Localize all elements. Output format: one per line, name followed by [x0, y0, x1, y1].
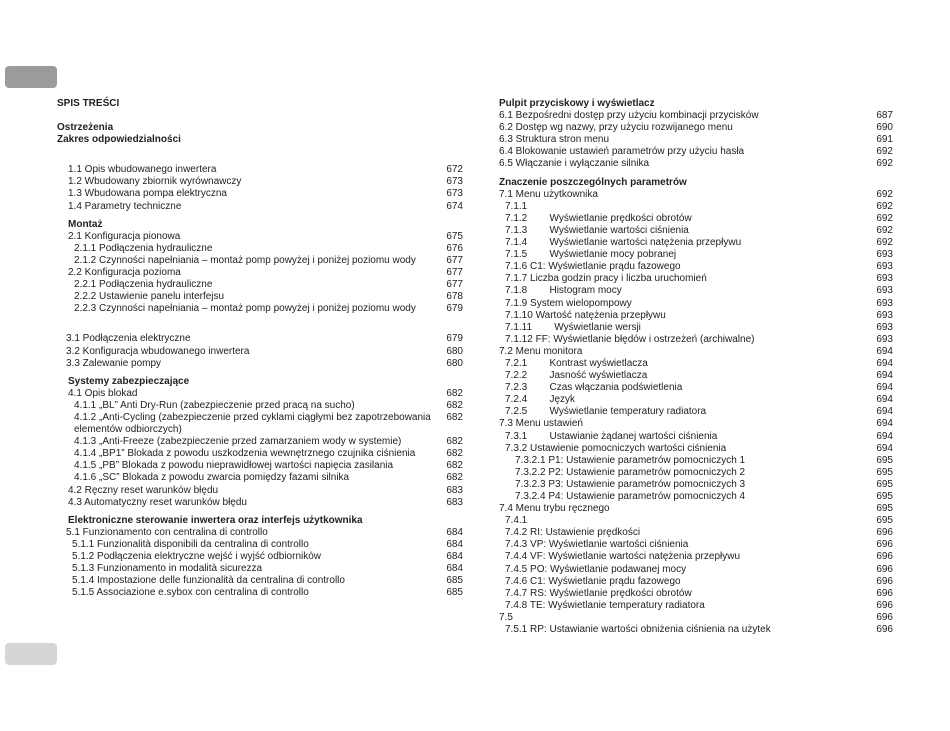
toc-entry-page: 687 — [876, 110, 893, 122]
toc-entry — [499, 455, 893, 467]
toc-entry-page: 692 — [876, 212, 893, 224]
toc-entry — [499, 158, 893, 170]
toc-entry — [68, 460, 463, 472]
toc-entry-page: 672 — [446, 164, 463, 176]
section-4-list — [57, 388, 463, 509]
toc-entry-page: 696 — [876, 551, 893, 563]
toc-entry-page: 673 — [446, 188, 463, 200]
toc-entry-title: 4.1.5 „PB” Blokada z powodu nieprawidłowej wartości napięcia zasilania — [74, 460, 394, 472]
toc-entry-page: 675 — [446, 230, 463, 242]
toc-entry-page: 682 — [446, 399, 463, 411]
toc-entry — [499, 122, 893, 134]
toc-entry — [68, 472, 463, 484]
toc-entry-page: 693 — [876, 285, 893, 297]
toc-entry-title: 3.3 Zalewanie pompy — [66, 357, 162, 369]
toc-entry-page: 682 — [446, 460, 463, 472]
toc-entry-page: 693 — [876, 249, 893, 261]
toc-entry — [66, 575, 463, 587]
toc-entry-title: 2.1.2 Czynności napełniania – montaż pomp powyżej i poniżej poziomu wody — [74, 254, 416, 266]
toc-right-column — [499, 98, 893, 636]
section-7-list — [499, 189, 893, 636]
toc-entry — [68, 291, 463, 303]
toc-entry-title: 4.1.2 „Anti-Cycling (zabezpieczenie przed cyklami ciągłymi bez zapotrzebowania elementów odbiorczych) — [74, 411, 434, 436]
toc-entry-title: 4.1 Opis blokad — [68, 387, 138, 399]
toc-entry-title: 7.4.7 RS: Wyświetlanie prędkości obrotów — [505, 587, 692, 599]
toc-entry-page: 696 — [876, 587, 893, 599]
toc-entry — [66, 527, 463, 539]
toc-entry — [68, 188, 463, 200]
toc-entry-title: 7.4.5 PO: Wyświetlanie podawanej mocy — [505, 563, 687, 575]
toc-entry-title: 1.1 Opis wbudowanego inwertera — [68, 164, 217, 176]
toc-entry-title: 4.3 Automatyczny reset warunków błędu — [68, 496, 247, 508]
toc-entry — [66, 539, 463, 551]
toc-entry — [499, 310, 893, 322]
toc-entry — [499, 334, 893, 346]
toc-entry — [68, 255, 463, 267]
toc-entry-title: 7.4 Menu trybu ręcznego — [499, 503, 610, 515]
heading-control: Elektroniczne sterowanie inwertera oraz interfejs użytkownika — [68, 514, 363, 526]
toc-entry-title: 7.5.1 RP: Ustawianie wartości obniżenia ciśnienia na użytek — [505, 624, 771, 636]
toc-entry-title: 7.3 Menu ustawień — [499, 418, 583, 430]
toc-entry-page: 694 — [876, 430, 893, 442]
toc-entry — [68, 388, 463, 400]
heading-panel: Pulpit przyciskowy i wyświetlacz — [499, 98, 655, 109]
toc-entry — [68, 231, 463, 243]
toc-entry — [499, 443, 893, 455]
toc-entry-title: 4.1.6 „SC” Blokada z powodu zwarcia pomiędzy fazami silnika — [74, 472, 350, 484]
toc-entry-title: 7.1.12 FF: Wyświetlanie błędów i ostrzeżeń (archiwalne) — [505, 333, 755, 345]
toc-entry — [66, 587, 463, 599]
toc-entry — [499, 346, 893, 358]
toc-entry-page: 690 — [876, 122, 893, 134]
toc-entry — [499, 249, 893, 261]
page-tab-top — [5, 66, 57, 88]
toc-entry-title: 7.4.1 — [505, 515, 528, 527]
heading-mounting: Montaż — [68, 218, 103, 230]
toc-entry-page: 694 — [876, 394, 893, 406]
toc-entry-page: 692 — [876, 237, 893, 249]
toc-entry — [68, 201, 463, 213]
toc-entry-title: 1.2 Wbudowany zbiornik wyrównawczy — [68, 176, 242, 188]
toc-entry-title: 1.3 Wbudowana pompa elektryczna — [68, 188, 227, 200]
toc-entry — [68, 164, 463, 176]
toc-entry-title: 7.1.7 Liczba godzin pracy i liczba uruchomień — [505, 273, 707, 285]
toc-entry-page: 692 — [876, 146, 893, 158]
toc-entry-page: 695 — [876, 478, 893, 490]
toc-entry — [499, 527, 893, 539]
toc-entry-page: 685 — [446, 575, 463, 587]
toc-entry — [68, 400, 463, 412]
toc-entry — [499, 588, 893, 600]
toc-entry-title: 5.1.3 Funzionamento in modalità sicurezza — [72, 563, 263, 575]
toc-entry-page: 677 — [446, 254, 463, 266]
toc-entry-page: 693 — [876, 273, 893, 285]
toc-entry — [66, 358, 463, 370]
toc-entry-page: 696 — [876, 527, 893, 539]
toc-entry — [499, 134, 893, 146]
toc-entry-title: 3.2 Konfiguracja wbudowanego inwertera — [66, 345, 250, 357]
toc-entry — [499, 576, 893, 588]
toc-entry-page: 695 — [876, 466, 893, 478]
toc-entry-title: 7.1.11 Wyświetlanie wersji — [505, 321, 641, 333]
toc-entry-page: 696 — [876, 563, 893, 575]
toc-entry-title: 7.2.1 Kontrast wyświetlacza — [505, 357, 648, 369]
toc-entry-title: 2.2.3 Czynności napełniania – montaż pomp powyżej i poniżej poziomu wody — [74, 303, 416, 315]
toc-entry — [66, 346, 463, 358]
toc-entry-title: 4.1.4 „BP1” Blokada z powodu uszkodzenia wewnętrznego czujnika ciśnienia — [74, 448, 416, 460]
toc-entry-title: 7.5 — [499, 611, 513, 623]
toc-entry-title: 7.2.4 Język — [505, 394, 576, 406]
toc-entry-title: 7.3.2.4 P4: Ustawienie parametrów pomocniczych 4 — [515, 491, 746, 502]
section-3-list — [57, 333, 463, 369]
toc-entry — [68, 436, 463, 448]
toc-entry-title: 7.1 Menu użytkownika — [499, 188, 598, 200]
toc-entry-title: 6.5 Włączanie i wyłączanie silnika — [499, 158, 650, 170]
toc-entry-title: 5.1.1 Funzionalità disponibili da centralina di controllo — [72, 538, 309, 550]
toc-entry-page: 680 — [446, 357, 463, 369]
toc-entry-page: 685 — [446, 587, 463, 599]
toc-entry — [499, 479, 893, 491]
toc-entry-page: 692 — [876, 224, 893, 236]
toc-entry-page: 694 — [876, 382, 893, 394]
toc-entry-page: 693 — [876, 261, 893, 273]
toc-entry-title: 4.1.3 „Anti-Freeze (zabezpieczenie przed zamarzaniem wody w systemie) — [74, 436, 402, 448]
toc-entry-title: 7.2 Menu monitora — [499, 345, 583, 357]
toc-entry-page: 674 — [446, 200, 463, 212]
toc-entry-page: 682 — [446, 436, 463, 448]
toc-entry-page: 678 — [446, 291, 463, 303]
toc-entry-page: 679 — [446, 303, 463, 315]
section-6-list — [499, 110, 893, 170]
toc-entry-page: 692 — [876, 158, 893, 170]
toc-entry-page: 696 — [876, 539, 893, 551]
toc-entry — [499, 503, 893, 515]
toc-entry — [499, 624, 893, 636]
toc-entry-title: 3.1 Podłączenia elektryczne — [66, 333, 191, 345]
toc-entry — [499, 406, 893, 418]
toc-entry — [499, 551, 893, 563]
toc-entry-title: 7.1.2 Wyświetlanie prędkości obrotów — [505, 212, 692, 224]
toc-entry-page: 684 — [446, 538, 463, 550]
toc-entry — [499, 431, 893, 443]
toc-entry-title: 2.2 Konfiguracja pozioma — [68, 267, 181, 279]
toc-entry-title: 7.1.3 Wyświetlanie wartości ciśnienia — [505, 224, 689, 236]
toc-entry-page: 696 — [876, 599, 893, 611]
toc-entry — [499, 515, 893, 527]
toc-entry-page: 679 — [446, 333, 463, 345]
toc-entry-title: 7.1.4 Wyświetlanie wartości natężenia przepływu — [505, 237, 742, 249]
toc-entry — [499, 600, 893, 612]
toc-entry-title: 7.3.2.2 P2: Ustawienie parametrów pomocniczych 2 — [515, 466, 746, 478]
toc-entry — [499, 189, 893, 201]
toc-entry — [499, 273, 893, 285]
toc-entry-page: 694 — [876, 345, 893, 357]
section-5-list — [57, 527, 463, 600]
toc-entry-page: 677 — [446, 267, 463, 279]
toc-entry-title: 6.4 Blokowanie ustawień parametrów przy użyciu hasła — [499, 146, 745, 158]
toc-entry-page: 676 — [446, 242, 463, 254]
toc-entry — [68, 267, 463, 279]
toc-entry-page: 694 — [876, 418, 893, 430]
toc-entry-title: 1.4 Parametry techniczne — [68, 200, 182, 212]
toc-entry — [499, 418, 893, 430]
toc-entry-page: 694 — [876, 442, 893, 454]
toc-entry — [68, 485, 463, 497]
toc-entry-page: 692 — [876, 200, 893, 212]
toc-entry-page: 695 — [876, 491, 893, 502]
toc-entry-title: 6.1 Bezpośredni dostęp przy użyciu kombinacji przycisków — [499, 110, 759, 122]
toc-entry-page: 694 — [876, 357, 893, 369]
toc-entry-page: 684 — [446, 563, 463, 575]
toc-entry — [499, 146, 893, 158]
toc-entry-title: 7.4.2 RI: Ustawienie prędkości — [505, 527, 641, 539]
toc-entry — [66, 551, 463, 563]
toc-entry — [68, 412, 463, 436]
toc-entry — [499, 261, 893, 273]
toc-left-column — [57, 98, 463, 599]
toc-entry — [499, 394, 893, 406]
toc-entry — [499, 225, 893, 237]
toc-entry-title: 7.4.8 TE: Wyświetlanie temperatury radiatora — [505, 599, 705, 611]
toc-entry-title: 7.3.2.3 P3: Ustawienie parametrów pomocniczych 3 — [515, 478, 746, 490]
toc-entry-title: 7.4.6 C1: Wyświetlanie prądu fazowego — [505, 575, 681, 587]
toc-entry-title: 5.1.2 Podłączenia elektryczne wejść i wyjść odbiorników — [72, 551, 322, 562]
toc-entry-page: 683 — [446, 484, 463, 496]
toc-entry — [68, 448, 463, 460]
toc-entry — [499, 467, 893, 479]
toc-entry-title: 7.2.5 Wyświetlanie temperatury radiatora — [505, 406, 707, 418]
toc-entry-page: 696 — [876, 624, 893, 636]
toc-entry-title: 7.2.2 Jasność wyświetlacza — [505, 370, 648, 382]
toc-entry-page: 684 — [446, 526, 463, 538]
toc-entry-title: 7.1.8 Histogram mocy — [505, 285, 622, 297]
toc-entry — [499, 612, 893, 624]
section-1-list — [57, 164, 463, 212]
toc-entry-page: 695 — [876, 454, 893, 466]
toc-entry-title: 4.1.1 „BL” Anti Dry-Run (zabezpieczenie przed pracą na sucho) — [74, 399, 355, 411]
toc-entry — [499, 213, 893, 225]
toc-entry-page: 682 — [446, 387, 463, 399]
heading-warnings: Ostrzeżenia — [57, 122, 114, 134]
toc-entry-page: 693 — [876, 297, 893, 309]
toc-entry-page: 695 — [876, 503, 893, 515]
toc-entry-title: 5.1.5 Associazione e.sybox con centralina di controllo — [72, 587, 309, 599]
toc-entry — [68, 279, 463, 291]
toc-entry — [66, 563, 463, 575]
toc-entry — [66, 333, 463, 345]
toc-entry-title: 2.1 Konfiguracja pionowa — [68, 230, 181, 242]
toc-entry-title: 7.4.3 VP: Wyświetlanie wartości ciśnienia — [505, 539, 689, 551]
toc-entry — [499, 382, 893, 394]
toc-title: SPIS TREŚCI — [57, 98, 120, 109]
toc-entry-title: 7.2.3 Czas włączania podświetlenia — [505, 382, 683, 394]
toc-entry — [499, 298, 893, 310]
toc-entry — [499, 285, 893, 297]
toc-entry-page: 692 — [876, 188, 893, 200]
toc-entry-title: 6.3 Struktura stron menu — [499, 134, 610, 146]
heading-parameters: Znaczenie poszczególnych parametrów — [499, 176, 687, 188]
toc-entry-title: 7.1.9 System wielopompowy — [505, 297, 632, 309]
toc-entry-page: 694 — [876, 406, 893, 418]
heading-safety: Systemy zabezpieczające — [68, 375, 190, 387]
toc-entry-page: 682 — [446, 472, 463, 484]
toc-entry-page: 696 — [876, 575, 893, 587]
section-2-list — [57, 231, 463, 316]
toc-entry — [499, 564, 893, 576]
toc-entry-page: 680 — [446, 345, 463, 357]
toc-entry — [499, 539, 893, 551]
toc-entry-title: 7.3.2 Ustawienie pomocniczych wartości ciśnienia — [505, 442, 727, 454]
toc-entry-title: 7.3.1 Ustawianie żądanej wartości ciśnienia — [505, 430, 718, 442]
page-tab-bottom — [5, 643, 57, 665]
toc-entry-page: 693 — [876, 321, 893, 333]
toc-entry — [499, 358, 893, 370]
heading-liability: Zakres odpowiedzialności — [57, 134, 181, 146]
toc-entry-page: 693 — [876, 309, 893, 321]
toc-entry — [499, 201, 893, 213]
toc-entry — [68, 497, 463, 509]
toc-entry-title: 7.3.2.1 P1: Ustawienie parametrów pomocniczych 1 — [515, 454, 746, 466]
toc-entry-title: 5.1.4 Impostazione delle funzionalità da centralina di controllo — [72, 575, 345, 587]
toc-entry — [499, 237, 893, 249]
toc-entry-page: 684 — [446, 551, 463, 562]
toc-entry-page: 673 — [446, 176, 463, 188]
toc-entry-title: 7.1.5 Wyświetlanie mocy pobranej — [505, 249, 677, 261]
toc-entry-page: 677 — [446, 279, 463, 291]
toc-entry-page: 691 — [876, 134, 893, 146]
toc-entry-title: 7.1.1 — [505, 200, 528, 212]
toc-entry — [68, 176, 463, 188]
toc-entry — [68, 303, 463, 315]
toc-entry-page: 682 — [446, 411, 463, 423]
toc-entry-page: 695 — [876, 515, 893, 527]
toc-entry — [499, 491, 893, 503]
toc-entry-title: 4.2 Ręczny reset warunków błędu — [68, 484, 219, 496]
toc-entry — [499, 110, 893, 122]
toc-entry — [499, 370, 893, 382]
toc-entry-title: 7.1.10 Wartość natężenia przepływu — [505, 309, 666, 321]
toc-entry — [499, 322, 893, 334]
toc-entry-page: 696 — [876, 611, 893, 623]
toc-entry-page: 683 — [446, 496, 463, 508]
toc-entry-title: 2.1.1 Podłączenia hydrauliczne — [74, 242, 213, 254]
toc-entry-title: 5.1 Funzionamento con centralina di controllo — [66, 526, 268, 538]
toc-entry-page: 693 — [876, 333, 893, 345]
toc-entry-title: 6.2 Dostęp wg nazwy, przy użyciu rozwijanego menu — [499, 122, 733, 134]
toc-entry-title: 2.2.2 Ustawienie panelu interfejsu — [74, 291, 225, 303]
toc-entry — [68, 243, 463, 255]
toc-entry-page: 694 — [876, 370, 893, 382]
toc-entry-title: 7.4.4 VF: Wyświetlanie wartości natężenia przepływu — [505, 551, 741, 563]
toc-entry-title: 7.1.6 C1: Wyświetlanie prądu fazowego — [505, 261, 681, 273]
toc-entry-title: 2.2.1 Podłączenia hydrauliczne — [74, 279, 213, 291]
toc-entry-page: 682 — [446, 448, 463, 460]
